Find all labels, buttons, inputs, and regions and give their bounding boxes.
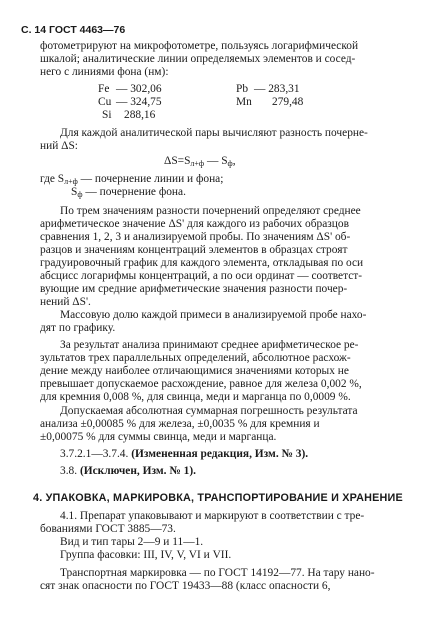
text-line: сят знак опасности по ГОСТ 19433—88 (класс опасности 6, [40, 580, 331, 592]
element-wavelength: 288,16 [124, 109, 156, 121]
text-line: анализа ±0,00085 % для железа, ±0,0035 % для кремния и [40, 418, 320, 430]
element-symbol: Cu [98, 96, 112, 108]
text-line: для кремния 0,008 %, для свинца, меди и марганца по 0,0009 %. [40, 391, 351, 403]
text-line: Группа фасовки: III, IV, V, VI и VII. [60, 549, 232, 561]
text-line: вующие им средние арифметические значения разности почер- [40, 283, 348, 295]
page-header: С. 14 ГОСТ 4463—76 [21, 24, 126, 36]
text-line: разцов и значениям концентраций элементов в образцах строят [40, 244, 348, 256]
text-line: него с линиями фона (нм): [40, 66, 169, 78]
section-heading: 4. УПАКОВКА, МАРКИРОВКА, ТРАНСПОРТИРОВАНИЕ И ХРАНЕНИЕ [33, 492, 403, 504]
text-line: сравнения 1, 2, 3 и анализируемой пробы. По значениям ΔS' об- [40, 231, 351, 243]
text-line: Допускаемая абсолютная суммарная погрешность результата [60, 405, 358, 417]
definition-line: где $S_{л+ф}$ — почернение линии и фона; [40, 173, 224, 186]
text-line: По трем значениям разности почернений определяют среднее [60, 205, 361, 217]
text-line: абсцисс логарифмы концентраций, а по оси ординат — соответст- [40, 270, 363, 282]
text-line: дение между наиболее отличающимися значениями которых не [40, 365, 349, 377]
text-line: Транспортная маркировка — по ГОСТ 14192—77. На тару нано- [60, 567, 375, 579]
text-line: ний ΔS: [40, 140, 78, 152]
element-symbol: Mn [236, 96, 252, 108]
text-line: шкалой; аналитические линии определяемых элементов и сосед- [40, 53, 356, 65]
text-line: 4.1. Препарат упаковывают и маркируют в соответствии с тре- [60, 510, 365, 522]
text-line: За результат анализа принимают среднее арифметическое ре- [60, 339, 359, 351]
text-line: дят по графику. [40, 322, 116, 334]
element-symbol: Si [102, 109, 112, 121]
element-symbol: Pb [236, 83, 249, 95]
text-line: Массовую долю каждой примеси в анализируемой пробе нахо- [60, 309, 367, 321]
element-symbol: Fe [98, 83, 110, 95]
text-line: градуировочный график для каждого элемента, откладывая по оси [40, 257, 364, 269]
text-line: арифметическое значение ΔS' для каждого из рабочих образцов [40, 218, 349, 230]
formula: $\Delta S=S_{л+ф}$ — $S_ф$, [164, 155, 236, 168]
text-line: Для каждой аналитической пары вычисляют разность почерне- [60, 127, 368, 139]
amendment-note: 3.7.2.1—3.7.4. (Измененная редакция, Изм. № 3). [60, 448, 309, 460]
text-line: зультатов трех параллельных определений, абсолютное расхож- [40, 352, 351, 364]
text-line: ±0,00075 % для суммы свинца, меди и марганца. [40, 431, 277, 443]
text-line: нений ΔS'. [40, 296, 91, 308]
amendment-note: 3.8. (Исключен, Изм. № 1). [60, 465, 196, 477]
text-line: превышает допускаемое расхождение, равное для железа 0,002 %, [40, 378, 362, 390]
element-wavelength: — 324,75 [116, 96, 162, 108]
text-line: Вид и тип тары 2—9 и 11—1. [60, 536, 204, 548]
text-line: фотометрируют на микрофотометре, пользуясь логарифмической [40, 40, 359, 52]
element-wavelength: — 302,06 [116, 83, 162, 95]
element-wavelength: 279,48 [272, 96, 304, 108]
text-line: бованиями ГОСТ 3885—73. [40, 523, 176, 535]
element-wavelength: — 283,31 [254, 83, 300, 95]
definition-line: $S_ф$ — почернение фона. [71, 186, 186, 199]
